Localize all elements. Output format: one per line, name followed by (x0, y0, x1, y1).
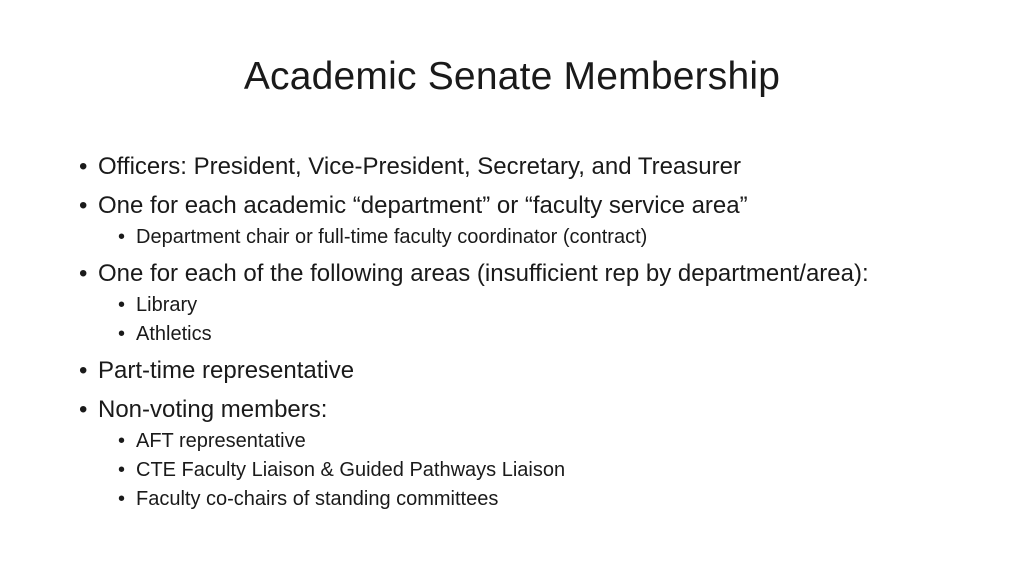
sub-bullet-co-chairs (76, 486, 956, 512)
sub-bullet-athletics (76, 321, 956, 347)
bullet-text: Department chair or full-time faculty coordinator (contract) (136, 226, 648, 248)
bullet-item-non-voting (76, 395, 956, 425)
bullet-icon: • (118, 323, 126, 345)
bullet-icon: • (79, 192, 88, 219)
bullet-item-officers (76, 152, 956, 182)
bullet-text: CTE Faculty Liaison & Guided Pathways Liaison (136, 459, 566, 481)
bullet-text: Athletics (136, 323, 212, 345)
bullet-item-part-time (76, 356, 956, 386)
sub-bullet-library (76, 292, 956, 318)
sub-bullet-cte-liaison (76, 457, 956, 483)
bullet-icon: • (79, 396, 88, 423)
bullet-icon: • (118, 430, 126, 452)
bullet-icon: • (79, 357, 88, 384)
bullet-list (76, 152, 956, 512)
bullet-icon: • (118, 488, 126, 510)
sub-bullet-aft (76, 428, 956, 454)
bullet-text: Non-voting members: (98, 396, 328, 423)
sub-bullet-department-chair (76, 224, 956, 250)
bullet-icon: • (118, 226, 126, 248)
bullet-item-department (76, 191, 956, 221)
bullet-text: One for each academic “department” or “faculty service area” (98, 192, 748, 219)
bullet-icon: • (79, 153, 88, 180)
bullet-text: One for each of the following areas (insufficient rep by department/area): (98, 260, 869, 287)
bullet-text: Library (136, 294, 198, 316)
bullet-icon: • (118, 294, 126, 316)
bullet-text: Part-time representative (98, 357, 355, 384)
bullet-text: Faculty co-chairs of standing committees (136, 488, 499, 510)
bullet-icon: • (118, 459, 126, 481)
bullet-item-following-areas (76, 259, 956, 289)
bullet-icon: • (79, 260, 88, 287)
slide-title: Academic Senate Membership (243, 55, 781, 98)
bullet-text: Officers: President, Vice-President, Secretary, and Treasurer (98, 153, 741, 180)
bullet-text: AFT representative (136, 430, 306, 452)
